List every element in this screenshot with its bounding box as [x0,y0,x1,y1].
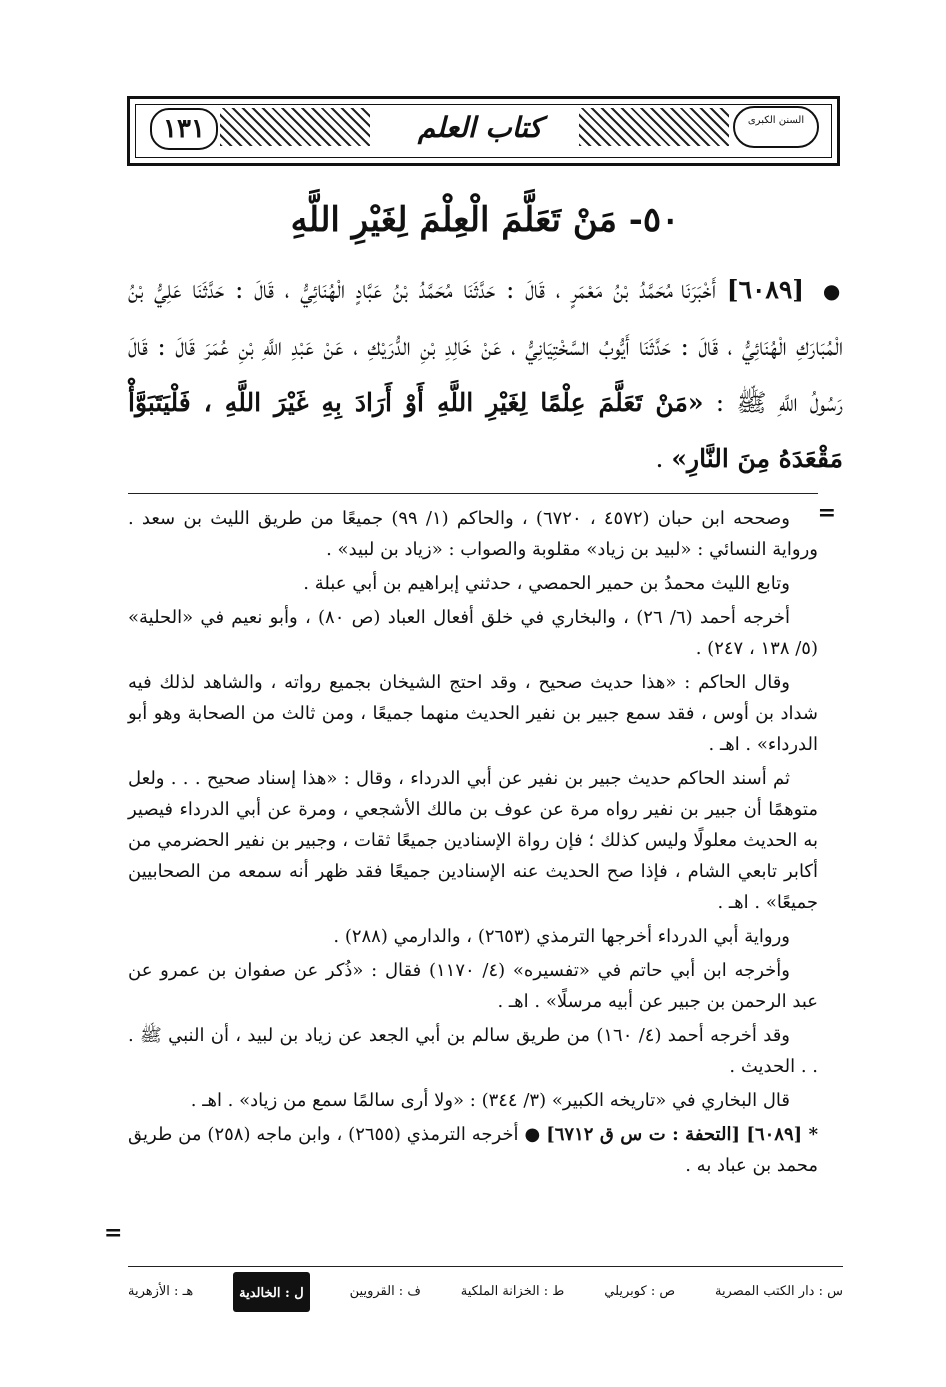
legend-item-highlighted: ل : الخالدية [233,1272,310,1312]
continuation-mark-top: = [817,500,836,526]
footnote-paragraph: قال البخاري في «تاريخه الكبير» (٣/ ٣٤٤) : «ولا أرى سالمًا سمع من زياد» . اهـ . [190,1090,790,1111]
footnote-paragraph: ثم أسند الحاكم حديث جبير بن نفير عن أبي الدرداء ، وقال : «هذا إسناد صحيح . . . ولعل متوهمًا أن جبير بن نفير رواه مرة عن عوف بن مالك الأشجعي ، ومرة عن أبي الدرداء فيصير به الحديث معلولًا وليس كذلك ؛ فإن رواة الإسنادين جميعًا ثقات ، وجبير بن نفير الحضرمي من أكابر تابعي الشام ، فإذا صح الحديث عنه الإسنادين جميعًا فقد ظهر أنه سمعه من الصحابيين جميعًا» . اهـ . [128,768,818,913]
hadith-end: . [655,444,664,473]
footnote-divider [128,493,818,494]
ornament-right-icon [579,108,729,146]
legend-item: س : دار الكتب المصرية [714,1284,843,1299]
book-title: كتاب العلم [417,111,543,144]
legend-divider [128,1266,843,1267]
footnote-paragraph: وقال الحاكم : «هذا حديث صحيح ، وقد احتج الشيخان بجميع رواته ، والشاهد لذلك فيه شداد بن أوس ، فقد سمع جبير بن نفير الحديث منهما جميعًا ، ومن ثالث من الصحابة وهو أبو الدرداء» . اهـ . [128,672,818,755]
legend-item: ص : كوبريلي [604,1284,676,1299]
seal-text: السنن الكبرى [747,115,805,126]
prophet-quote: «مَنْ تَعَلَّمَ عِلْمًا لِغَيْرِ اللَّهِ أَوْ أَرَادَ بِهِ غَيْرَ اللَّهِ ، فَلْيَتَبَوَّأْ مَقْعَدَهُ مِنَ النَّارِ» [128,388,843,473]
chapter-title: ٥٠- مَنْ تَعَلَّمَ الْعِلْمَ لِغَيْرِ اللَّهِ [290,200,680,240]
legend-item: هـ : الأزهرية [128,1284,194,1299]
footnote-paragraph: وصححه ابن حبان (٤٥٧٢ ، ٦٧٢٠) ، والحاكم (١/ ٩٩) جميعًا من طريق الليث بن سعد . ورواية النسائي : «لبيد بن زياد» مقلوبة والصواب : «زياد بن لبيد» . [128,508,818,560]
bullet-icon: ● [822,279,844,303]
footnotes [128,503,818,1228]
page-number: ١٣١ [150,108,218,150]
footnote-paragraph: ورواية أبي الدرداء أخرجها الترمذي (٢٦٥٣) ، والدارمي (٢٨٨) . [333,926,790,947]
tuhfa-label: * [٦٠٨٩] [التحفة : ت س ق ٦٧١٢] [546,1124,818,1145]
legend-item: ط : الخزانة الملكية [460,1284,565,1299]
footnote-paragraph: أخرجه أحمد (٦/ ٢٦) ، والبخاري في خلق أفعال العباد (ص ٨٠) ، وأبو نعيم في «الحلية» (٥/ ١٣٨ ، ٢٤٧) . [128,607,818,659]
hadith-chain: أَخْبَرَنَا مُحَمَّدُ بْنُ مَعْمَرٍ ، قَالَ : حَدَّثَنَا مُحَمَّدُ بْنُ عَبَّادٍ الْهُنَائِيُّ ، قَالَ : حَدَّثَنَا عَلِيُّ بْنُ الْمُبَارَكِ الْهُنَائِيُّ ، قَالَ : حَدَّثَنَا أَيُّوبُ السَّخْتِيَانِيُّ ، عَنْ خَالِدِ بْنِ الدُّرَيْكِ ، عَنْ عَبْدِ اللَّهِ بْنِ عُمَرَ قَالَ : قَالَ رَسُولُ اللَّهِ ﷺ : [128,275,843,417]
continuation-mark-bottom: = [104,1220,123,1246]
manuscript-legend [128,1272,843,1312]
ornament-left-icon [220,108,370,146]
footnote-paragraph: وأخرجه ابن أبي حاتم في «تفسيره» (٤/ ١١٧٠) فقال : «ذُكر عن صفوان بن عمرو عن عبد الرحمن بن جبير عن أبيه مرسلًا» . اهـ . [128,960,818,1012]
tuhfa-reference [128,1119,818,1181]
legend-item: ف : القرويين [349,1284,421,1299]
footnote-paragraph: وقد أخرجه أحمد (٤/ ١٦٠) من طريق سالم بن أبي الجعد عن زياد بن لبيد ، أن النبي ﷺ . . . الحديث . [128,1025,818,1077]
page-header [127,96,840,166]
tuhfa-text: ● أخرجه الترمذي (٢٦٥٥) ، وابن ماجه (٢٥٨) من طريق محمد بن عباد به . [128,1124,818,1176]
hadith-text [128,262,843,487]
book-seal-logo [733,106,819,148]
footnote-paragraph: وتابع الليث محمدُ بن حمير الحمصي ، حدثني إبراهيم بن أبي عبلة . [303,573,790,594]
hadith-number: [٦٠٨٩] [726,275,805,304]
